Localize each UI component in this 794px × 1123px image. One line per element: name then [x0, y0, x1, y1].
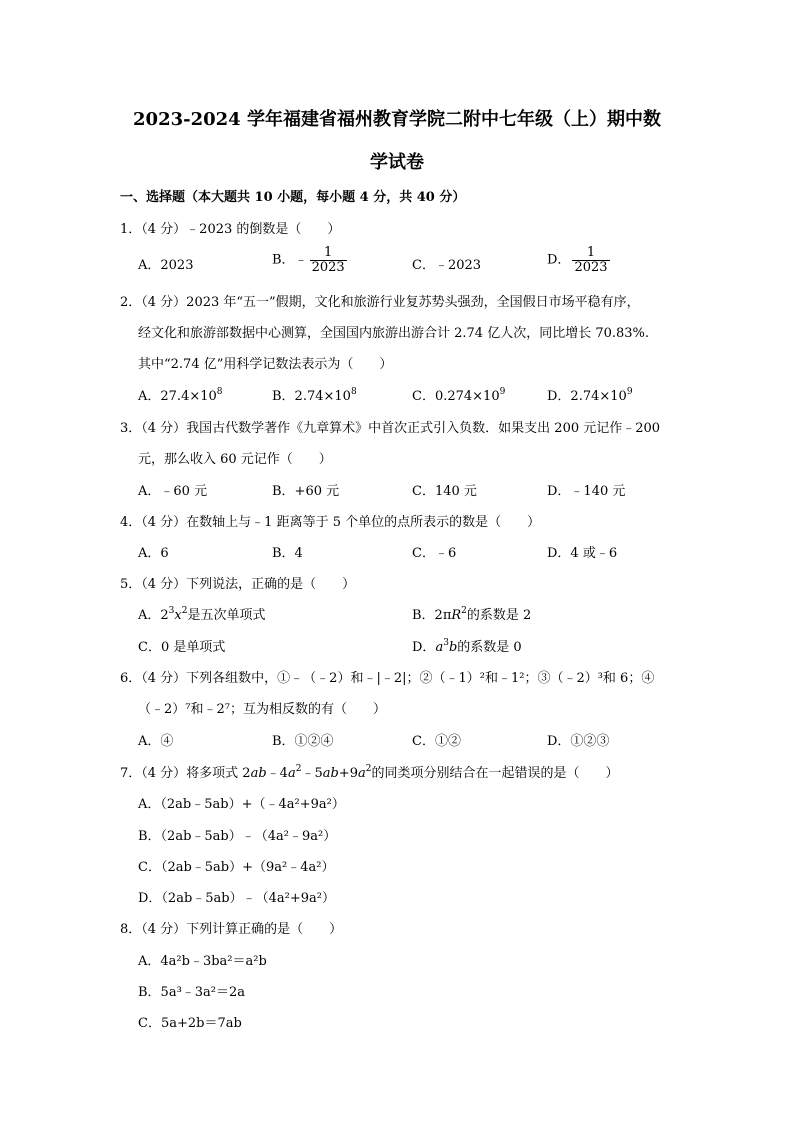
exam-title-line1: 2023-2024 学年福建省福州教育学院二附中七年级（上）期中数 — [133, 109, 661, 130]
q8-option-c: C．5a+2b＝7ab — [138, 1016, 242, 1031]
q8-option-a: A．4a²b﹣3ba²＝a²b — [138, 954, 267, 969]
question-2-line2: 经文化和旅游部数据中心测算，全国国内旅游出游合计 2.74 亿人次，同比增长 70.83%. — [138, 326, 650, 341]
q6-option-c: C．①② — [412, 734, 461, 749]
fraction: $\frac{1}{2023}$ — [311, 245, 345, 275]
q1-option-c: C．﹣2023 — [412, 258, 482, 273]
question-2-line3: 其中“2.74 亿”用科学记数法表示为（ ） — [138, 357, 393, 372]
q5-option-c: C．0 是单项式 — [138, 640, 226, 655]
q1-option-b: B．﹣ $\frac{1}{2023}$ — [272, 245, 345, 275]
q5-option-d: D．$a^3b$的系数是 0 — [412, 637, 522, 655]
q8-option-b: B．5a³﹣3a²＝2a — [138, 985, 246, 1000]
q3-option-d: D．﹣140 元 — [547, 484, 626, 499]
q5-option-b: B．$2\pi R^2$的系数是 2 — [412, 605, 532, 623]
q6-option-d: D．①②③ — [547, 734, 610, 749]
q7-option-d: D．（2ab﹣5ab）﹣（4a²+9a²） — [138, 891, 335, 906]
q7-option-a: A．（2ab﹣5ab）+（﹣4a²+9a²） — [138, 797, 345, 812]
q3-option-c: C．140 元 — [412, 484, 477, 499]
q2-option-d: D．$2.74\times 10^9$ — [547, 386, 633, 404]
question-3-line2: 元，那么收入 60 元记作（ ） — [138, 452, 332, 467]
section-heading: 一、选择题（本大题共 10 小题，每小题 4 分，共 40 分） — [120, 190, 466, 205]
q3-option-a: A．﹣60 元 — [138, 484, 208, 499]
question-5-stem: 5．（4 分）下列说法，正确的是（ ） — [120, 577, 356, 592]
q4-option-a: A．6 — [138, 546, 169, 561]
q6-option-b: B．①②④ — [272, 734, 334, 749]
question-6-line1: 6．（4 分）下列各组数中，①﹣（﹣2）和﹣|﹣2|；②（﹣1）²和﹣1²；③（﹣2）³和 6；④ — [120, 671, 655, 686]
question-1-stem: 1．（4 分）﹣2023 的倒数是（ ） — [120, 222, 341, 237]
question-3-line1: 3．（4 分）我国古代数学著作《九章算术》中首次正式引入负数．如果支出 200 元记作﹣200 — [120, 421, 661, 436]
q1-option-d: D． $\frac{1}{2023}$ — [547, 245, 608, 275]
q4-option-b: B．4 — [272, 546, 303, 561]
q3-option-b: B．+60 元 — [272, 484, 340, 499]
q4-option-d: D．4 或﹣6 — [547, 546, 618, 561]
question-7-stem: 7．（4 分）将多项式 $2ab﹣4a^2﹣5ab+9a^2$的同类项分别结合在一起错误的是（ ） — [120, 763, 619, 781]
exam-title-line2: 学试卷 — [370, 152, 424, 173]
fraction: $\frac{1}{2023}$ — [574, 245, 608, 275]
question-8-stem: 8．（4 分）下列计算正确的是（ ） — [120, 922, 343, 937]
q4-option-c: C．﹣6 — [412, 546, 457, 561]
question-4-stem: 4．（4 分）在数轴上与﹣1 距离等于 5 个单位的点所表示的数是（ ） — [120, 515, 541, 530]
q2-option-b: B．$2.74\times 10^8$ — [272, 386, 357, 404]
q2-option-c: C．$0.274\times 10^9$ — [412, 386, 506, 404]
question-6-line2: （﹣2）⁷和﹣2⁷；互为相反数的有（ ） — [138, 702, 386, 717]
question-2-line1: 2．（4 分）2023 年“五一”假期，文化和旅游行业复苏势头强劲，全国假日市场平稳有序， — [120, 295, 640, 310]
q5-option-a: A．$2^3x^2$是五次单项式 — [138, 605, 266, 623]
q6-option-a: A．④ — [138, 734, 174, 749]
q7-option-c: C．（2ab﹣5ab）+（9a²﹣4a²） — [138, 860, 335, 875]
q1-option-a: A．2023 — [138, 258, 194, 273]
q7-option-b: B．（2ab﹣5ab）﹣（4a²﹣9a²） — [138, 829, 337, 844]
q2-option-a: A．$27.4\times 10^8$ — [138, 386, 223, 404]
